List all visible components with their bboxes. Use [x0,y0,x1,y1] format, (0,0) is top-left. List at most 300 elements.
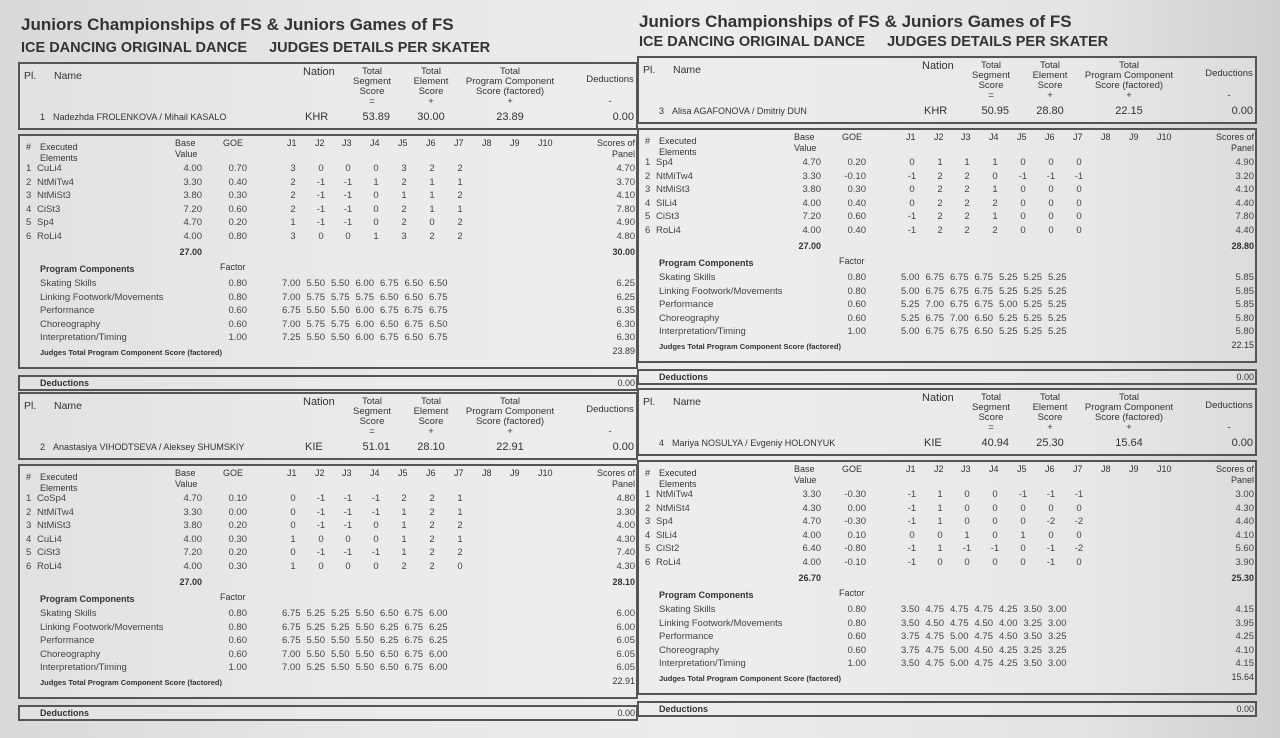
judge-score: 1 [937,489,943,500]
component-name: Choreography [40,648,101,660]
element-row [20,231,636,245]
component-row [639,299,1255,313]
element-code: SlLi4 [656,529,678,541]
judges-total-label: Judges Total Program Component Score (factored) [659,674,841,683]
element-panel-score: 4.80 [616,231,635,242]
judge-score: 3 [290,163,296,174]
component-judge-score: 6.75 [974,299,993,311]
component-judge-score: 6.75 [974,272,993,283]
component-name: Performance [40,635,95,647]
component-judge-score: 4.00 [999,617,1018,629]
component-name: Linking Footwork/Movements [659,617,783,629]
component-name: Linking Footwork/Movements [659,285,783,297]
element-number: 3 [645,184,651,196]
pl-header: Pl. [24,400,37,412]
judge-header: J1 [906,464,916,474]
deductions-box [637,701,1257,717]
judge-score: -1 [907,516,917,528]
tes-header-line: + [428,426,434,437]
judge-header: J3 [961,464,971,474]
component-name: Interpretation/Timing [40,332,127,344]
pcs-header-line: Total [1118,392,1140,403]
judges-total-value: 23.89 [612,346,635,356]
component-judge-score: 4.50 [999,631,1018,643]
judge-score: 3 [401,231,407,242]
judge-score: 2 [429,163,435,174]
tss-header-line: = [988,90,994,101]
element-row [639,184,1255,198]
component-judge-score: 4.75 [950,604,969,615]
skater-name: Mariya NOSULYA / Evgeniy HOLONYUK [672,438,836,448]
program-components-header: Program Components [40,594,135,604]
element-goe: 0.40 [847,197,866,209]
judge-score: 0 [992,489,998,500]
element-number: 3 [26,520,32,532]
element-number: 3 [26,190,32,202]
element-goe: 0.60 [228,203,247,215]
judge-score: -1 [316,547,326,559]
component-row [20,608,636,622]
component-panel-score: 6.35 [616,305,635,317]
judge-score: 0 [1048,184,1054,196]
component-judge-score: 6.00 [429,608,448,619]
deductions-label: Deductions [659,372,709,382]
judge-score: -1 [316,190,326,202]
element-number: 6 [645,225,651,236]
judge-score: 0 [290,506,296,518]
element-row [20,534,636,548]
deductions-value: 0.00 [617,378,635,388]
judge-score: -1 [343,190,353,202]
component-row [20,292,636,306]
judge-score: 1 [457,533,463,545]
panel-score-total: 30.00 [612,247,635,257]
component-row [20,635,636,649]
component-name: Skating Skills [40,278,97,289]
judge-header: J10 [1157,132,1172,142]
event-label: ICE DANCING ORIGINAL DANCE [21,40,248,56]
component-judge-score: 5.75 [355,291,374,303]
element-panel-score: 3.70 [616,176,635,188]
element-number: 6 [645,557,651,568]
component-judge-score: 7.00 [925,299,944,311]
judge-score: 0 [1076,225,1082,236]
component-judge-score: 6.25 [429,621,448,633]
judge-score: -1 [316,176,326,188]
component-judge-score: 3.50 [1023,631,1042,643]
element-code: NtMiTw4 [656,170,693,182]
judge-score: 0 [1048,529,1054,541]
component-judge-score: 5.50 [306,635,325,647]
element-row [639,543,1255,557]
component-panel-score: 5.80 [1235,326,1254,338]
judge-header: J10 [538,468,553,478]
judge-score: 1 [401,533,407,545]
judge-score: -1 [907,489,917,500]
component-judge-score: 6.75 [429,305,448,317]
judge-score: 2 [937,211,943,223]
tss-header-line: = [369,96,375,107]
skater-header-box [18,392,638,460]
judge-score: 0 [373,163,379,174]
left-page [18,0,643,738]
deductions-label: Deductions [40,378,90,388]
component-judge-score: 5.50 [355,608,374,619]
element-base-value: 7.20 [183,203,202,215]
base-value-header: Value [175,149,198,159]
element-panel-score: 5.60 [1235,543,1254,555]
judge-score: 0 [964,516,970,528]
element-number: 4 [645,529,651,541]
component-judge-score: 5.25 [1048,285,1067,297]
judge-score: 0 [373,520,379,532]
panel-header: Panel [1230,143,1254,153]
component-factor: 0.80 [847,617,866,629]
judge-header: J8 [482,468,492,478]
judge-score: 0 [964,489,970,500]
judges-details-box [18,464,638,699]
element-row [20,177,636,191]
element-row [639,171,1255,185]
judge-score: -1 [316,493,326,504]
judges-total-value: 22.15 [1231,340,1254,350]
judge-score: -1 [907,557,917,568]
judge-score: 0 [1076,557,1082,568]
judge-score: 0 [1076,197,1082,209]
judge-score: 0 [1020,184,1026,196]
element-row [639,489,1255,503]
total-element-score: 30.00 [417,111,445,123]
judge-score: 2 [457,520,463,532]
component-judge-score: 5.00 [901,285,920,297]
component-judge-score: 6.50 [380,648,399,660]
component-judge-score: 6.75 [950,272,969,283]
judge-score: 1 [290,217,296,229]
component-factor: 0.80 [847,272,866,283]
judge-header: J9 [1129,132,1139,142]
component-row [20,305,636,319]
deductions-label: Deductions [659,704,709,714]
judge-header: J8 [1101,464,1111,474]
component-judge-score: 6.75 [950,326,969,338]
judge-header: J1 [906,132,916,142]
component-judge-score: 6.75 [429,291,448,303]
judges-total-value: 22.91 [612,676,635,686]
component-judge-score: 6.75 [282,635,301,647]
judge-score: 0 [1020,516,1026,528]
tes-header-line: Total [1039,392,1061,403]
component-judge-score: 5.50 [331,305,350,317]
element-goe: 0.00 [847,502,866,514]
component-judge-score: 4.75 [925,658,944,670]
judge-score: 1 [457,176,463,188]
element-row [20,217,636,231]
component-judge-score: 5.25 [1023,272,1042,283]
factor-header: Factor [839,588,865,598]
number-header: # [645,468,651,478]
component-judge-score: 6.75 [925,272,944,283]
component-panel-score: 4.15 [1235,604,1254,615]
component-factor: 0.60 [847,312,866,324]
executed-header: Executed [659,468,697,478]
component-name: Interpretation/Timing [659,326,746,338]
component-judge-score: 3.75 [901,631,920,643]
element-goe: 0.10 [228,493,247,504]
element-panel-score: 4.40 [1235,197,1254,209]
base-value-header: Base [794,132,815,142]
judge-header: J10 [538,138,553,148]
total-element-score: 28.80 [1036,105,1064,117]
deductions-minus: - [608,426,612,437]
component-panel-score: 3.95 [1235,617,1254,629]
element-row [20,493,636,507]
judge-header: J6 [426,468,436,478]
judge-header: J7 [454,138,464,148]
total-program-component-score: 23.89 [496,111,524,123]
component-judge-score: 6.75 [925,285,944,297]
component-row [20,278,636,292]
element-number: 2 [26,506,32,518]
judge-header: J5 [1017,132,1027,142]
component-factor: 1.00 [847,658,866,670]
skater-rank: 1 [40,112,46,122]
element-row [639,530,1255,544]
element-number: 5 [645,211,651,223]
tes-header-line: Score [1037,80,1063,91]
judge-score: 1 [964,157,970,168]
component-judge-score: 6.50 [429,318,448,330]
component-judge-score: 4.25 [999,604,1018,615]
judge-score: 0 [1020,211,1026,223]
pcs-header-line: + [1126,422,1132,433]
component-judge-score: 6.50 [974,312,993,324]
component-judge-score: 6.25 [380,635,399,647]
element-base-value: 4.00 [802,557,821,568]
element-base-value: 3.30 [802,170,821,182]
element-number: 2 [645,170,651,182]
component-panel-score: 5.80 [1235,312,1254,324]
program-components-header: Program Components [40,264,135,274]
element-base-value: 3.80 [183,190,202,202]
tss-header-line: Score [978,412,1004,423]
judge-header: J1 [287,468,297,478]
component-row [20,649,636,663]
deductions-header: Deductions [586,404,634,415]
judge-score: 0 [1076,184,1082,196]
judge-score: -1 [1018,170,1028,182]
judge-score: 0 [373,217,379,229]
judge-score: 0 [1048,225,1054,236]
judge-header: J4 [989,464,999,474]
judge-score: 0 [992,557,998,568]
element-goe: 0.10 [847,529,866,541]
element-panel-score: 3.90 [1235,557,1254,568]
judge-score: 0 [937,529,943,541]
judge-score: -1 [343,217,353,229]
element-goe: 0.70 [228,163,247,174]
component-judge-score: 3.50 [1023,604,1042,615]
judge-score: 2 [937,225,943,236]
judge-header: J2 [315,138,325,148]
judge-score: -1 [343,176,353,188]
component-judge-score: 6.50 [404,332,423,344]
total-deductions: 0.00 [612,441,634,453]
judge-score: 1 [457,493,463,504]
judge-header: J2 [315,468,325,478]
component-panel-score: 6.25 [616,278,635,289]
nation-header: Nation [922,60,954,72]
judge-header: J7 [1073,464,1083,474]
element-row [639,516,1255,530]
skater-nation: KIE [305,441,323,453]
skater-rank: 3 [659,106,665,116]
element-code: CiSt3 [37,547,61,559]
total-segment-score: 50.95 [981,105,1009,117]
component-judge-score: 6.00 [355,305,374,317]
judges-details-box [637,460,1257,695]
pcs-header-line: Total [499,66,521,77]
tss-header-line: Score [978,80,1004,91]
component-judge-score: 6.75 [404,662,423,674]
judge-score: 2 [457,190,463,202]
deductions-minus: - [1227,422,1231,433]
judge-score: 2 [429,547,435,559]
tes-header-line: + [1047,422,1053,433]
component-panel-score: 6.05 [616,648,635,660]
judge-score: 2 [964,211,970,223]
component-row [639,286,1255,300]
element-number: 4 [645,197,651,209]
judge-score: 0 [1076,529,1082,541]
judge-score: -1 [907,225,917,236]
judge-score: 0 [1020,543,1026,555]
judges-details-box [18,134,638,369]
pcs-header-line: Program Component [1084,70,1174,81]
judge-header: J1 [287,138,297,148]
judge-score: -1 [990,543,1000,555]
judge-header: J7 [1073,132,1083,142]
element-code: NtMiSt4 [656,502,690,514]
component-judge-score: 7.00 [282,278,301,289]
component-judge-score: 7.25 [282,332,301,344]
tss-header-line: Score [359,86,385,97]
component-judge-score: 5.25 [901,299,920,311]
skater-nation: KIE [924,437,942,449]
component-judge-score: 6.75 [950,285,969,297]
element-base-value: 4.70 [183,217,202,229]
component-judge-score: 4.25 [999,658,1018,670]
number-header: # [645,136,651,146]
judge-score: 0 [290,493,296,504]
component-judge-score: 5.25 [999,326,1018,338]
component-judge-score: 5.00 [999,299,1018,311]
component-name: Choreography [659,644,720,656]
skater-header-box [18,62,638,130]
component-judge-score: 6.75 [404,318,423,330]
element-number: 2 [645,502,651,514]
component-judge-score: 5.50 [331,648,350,660]
judge-score: 2 [429,561,435,572]
judge-score: 0 [345,163,351,174]
component-row [20,622,636,636]
judge-score: 1 [429,203,435,215]
component-judge-score: 4.75 [925,631,944,643]
element-panel-score: 4.90 [616,217,635,229]
component-judge-score: 3.00 [1048,658,1067,670]
element-number: 6 [26,561,32,572]
judge-score: 2 [429,533,435,545]
skater-header-box [637,388,1257,456]
component-judge-score: 5.50 [355,648,374,660]
element-code: NtMiTw4 [37,176,74,188]
nation-header: Nation [303,396,335,408]
pcs-header-line: + [507,426,513,437]
deductions-value: 0.00 [1236,704,1254,714]
judge-header: J3 [342,138,352,148]
component-judge-score: 5.25 [999,312,1018,324]
element-panel-score: 7.80 [616,203,635,215]
judge-score: 2 [937,197,943,209]
element-goe: 0.30 [228,561,247,572]
judge-score: -1 [907,211,917,223]
judge-score: 0 [429,217,435,229]
tes-header-line: Element [1032,70,1068,81]
element-row [639,157,1255,171]
total-segment-score: 53.89 [362,111,390,123]
element-code: CoSp4 [37,493,67,504]
element-code: CiSt3 [656,211,680,223]
element-code: RoLi4 [656,225,681,236]
judge-score: 2 [964,184,970,196]
judge-score: 2 [964,225,970,236]
judge-score: -1 [316,506,326,518]
component-judge-score: 5.50 [355,621,374,633]
component-row [20,332,636,346]
component-factor: 0.60 [228,648,247,660]
component-name: Skating Skills [659,272,716,283]
component-row [639,326,1255,340]
tes-header-line: Element [413,406,449,417]
judge-score: 0 [1020,502,1026,514]
component-judge-score: 5.75 [306,291,325,303]
element-code: RoLi4 [37,231,62,242]
judge-score: -1 [1018,489,1028,500]
factor-header: Factor [220,262,246,272]
element-code: CiSt2 [656,543,680,555]
element-goe: -0.80 [844,543,866,555]
component-panel-score: 6.05 [616,635,635,647]
element-panel-score: 4.30 [1235,502,1254,514]
judge-score: 1 [401,506,407,518]
total-segment-score: 40.94 [981,437,1009,449]
element-base-value: 4.00 [183,163,202,174]
element-code: NtMiSt3 [37,190,71,202]
goe-header: GOE [223,468,244,478]
component-factor: 0.60 [847,644,866,656]
element-panel-score: 4.40 [1235,225,1254,236]
deductions-label: Deductions [40,708,90,718]
element-panel-score: 3.30 [616,506,635,518]
judge-header: J4 [989,132,999,142]
component-judge-score: 6.75 [282,608,301,619]
element-code: Sp4 [656,157,673,168]
element-goe: 0.20 [847,157,866,168]
element-row [20,190,636,204]
component-judge-score: 5.50 [306,648,325,660]
component-judge-score: 5.00 [950,644,969,656]
total-program-component-score: 22.15 [1115,105,1143,117]
judge-score: 2 [457,547,463,559]
